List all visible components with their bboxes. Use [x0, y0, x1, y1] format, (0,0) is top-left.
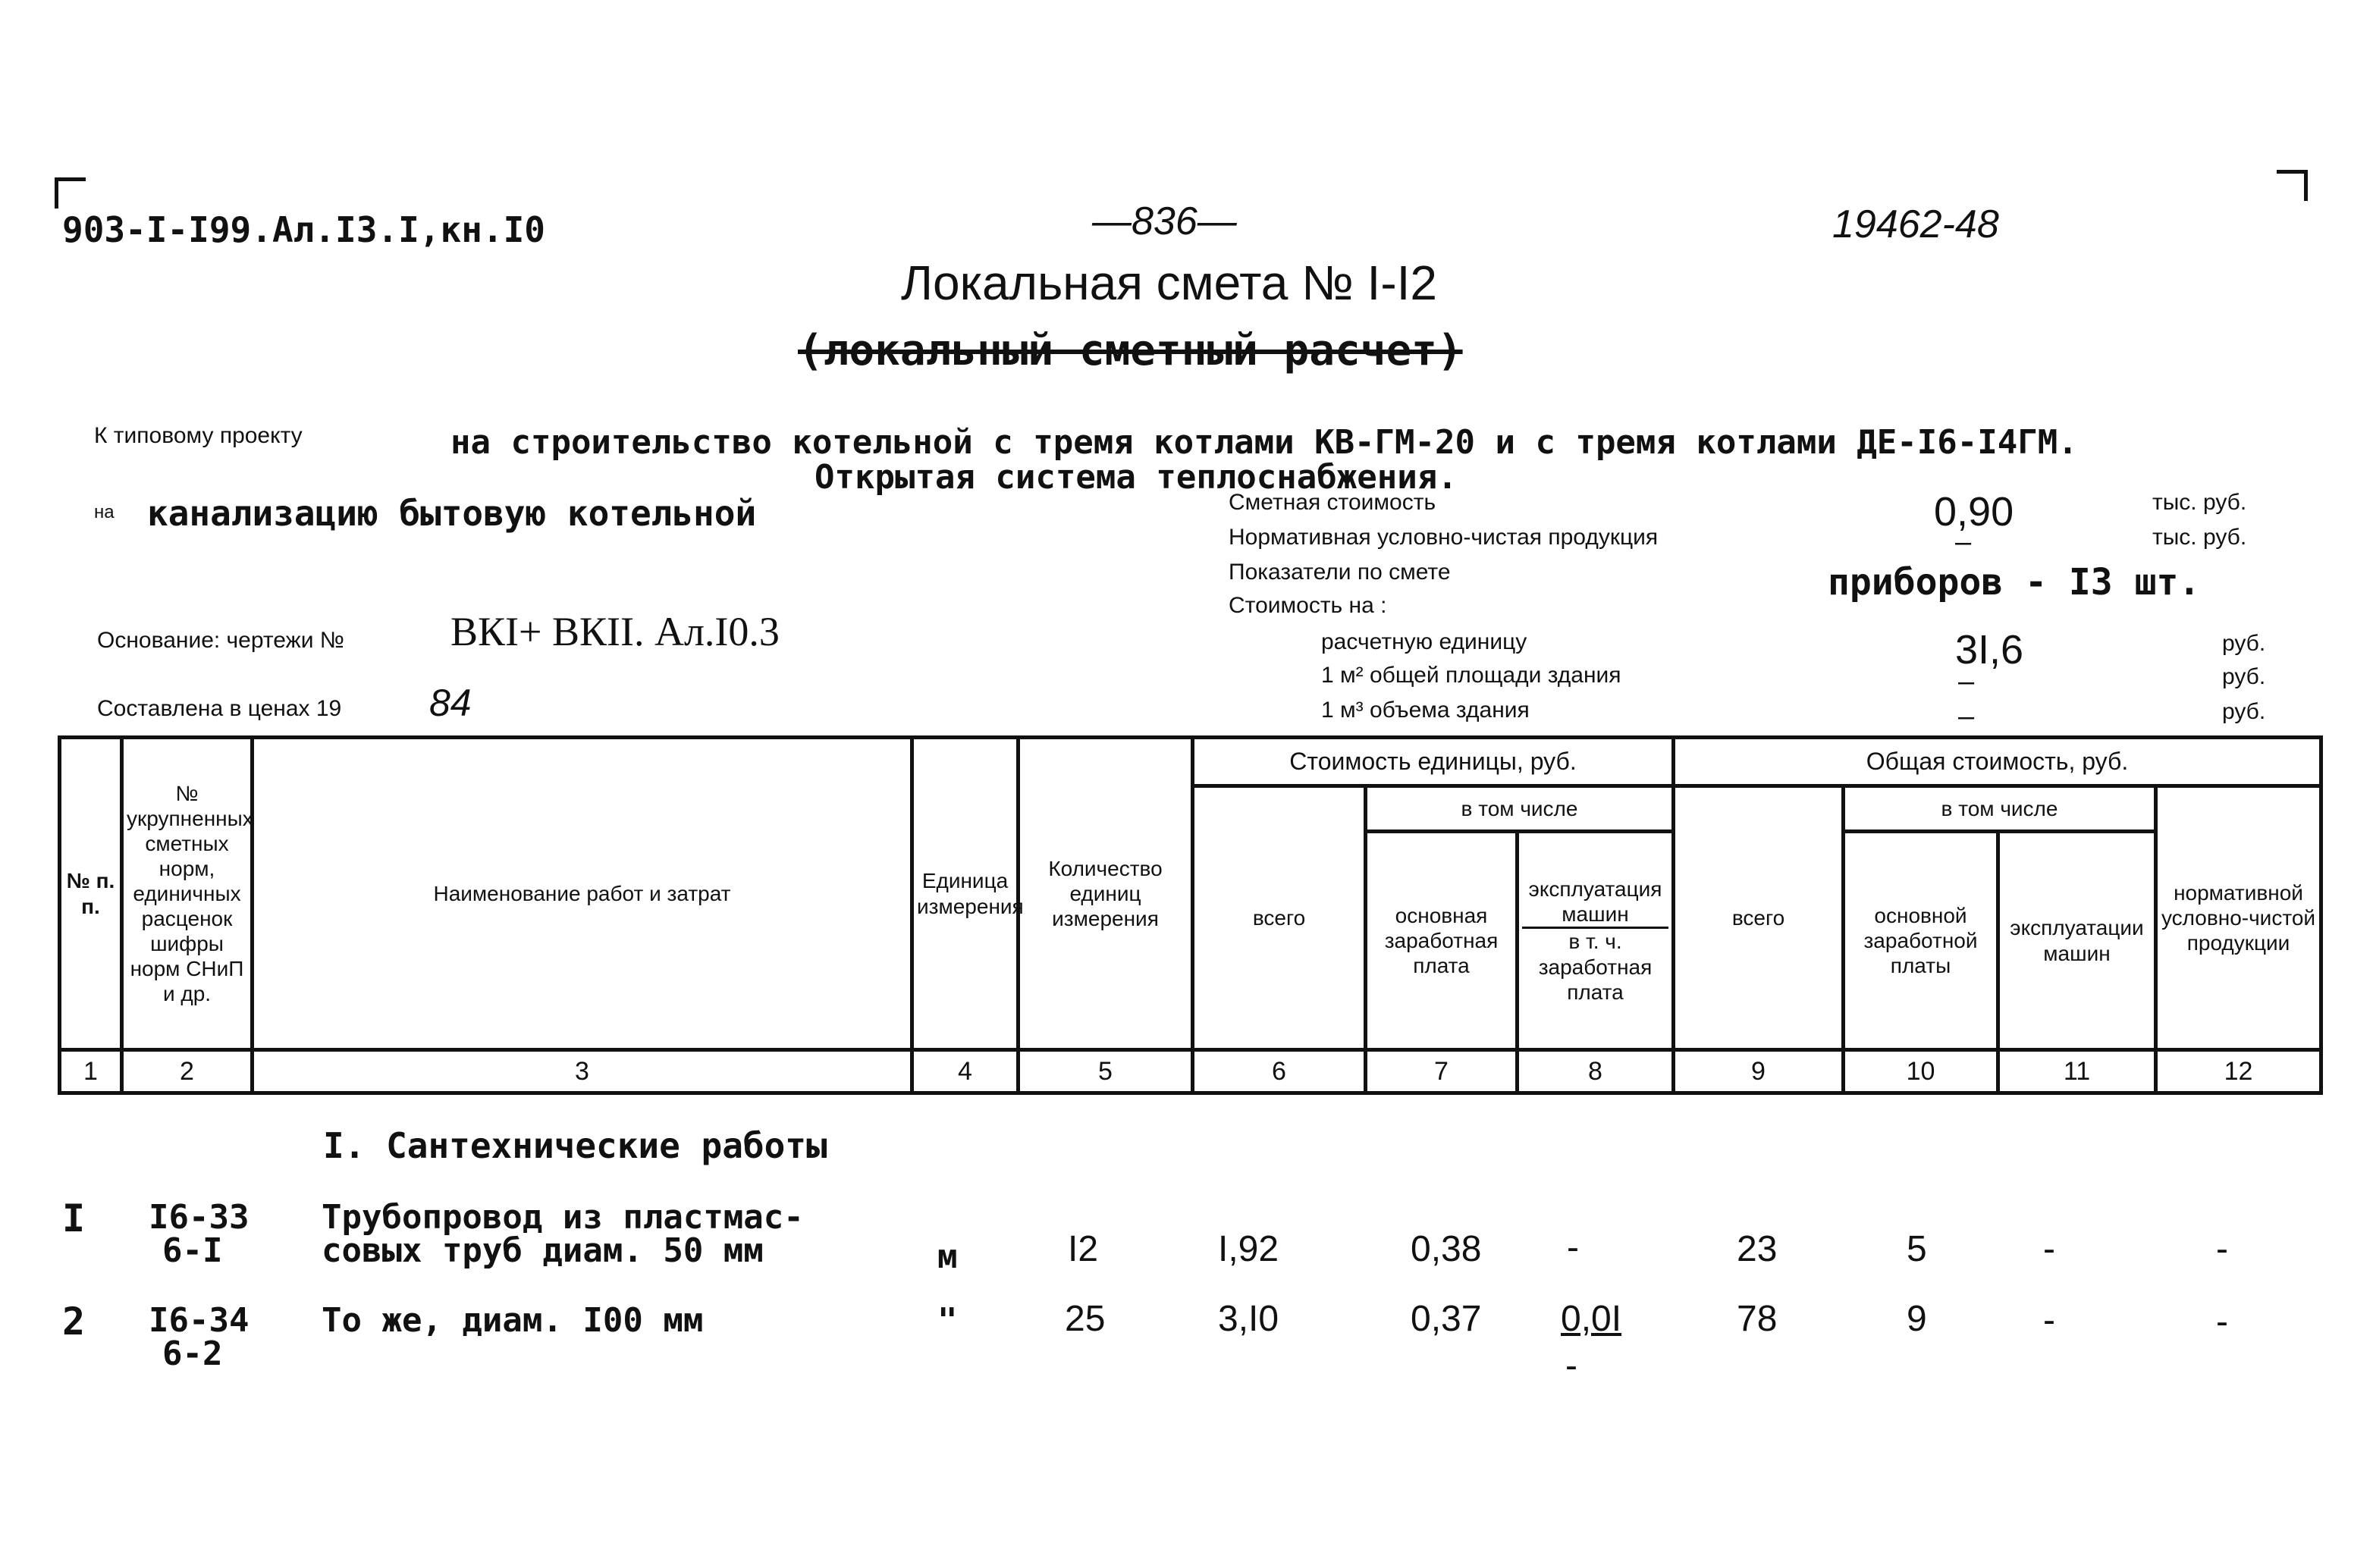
- row-code-2: 6-2: [162, 1334, 223, 1373]
- row-quantity: 25: [1065, 1299, 1106, 1339]
- page-number: —836—: [1092, 199, 1237, 243]
- column-number: 4: [912, 1050, 1019, 1093]
- doc-code: 903-I-I99.Ал.I3.I,кн.I0: [62, 209, 545, 250]
- row-number: I: [62, 1196, 86, 1240]
- column-number: 1: [60, 1050, 122, 1093]
- object-label: на: [94, 502, 115, 522]
- cost-label: Сметная стоимость: [1229, 490, 1436, 515]
- header-norm-code: № укрупненных сметных норм, единичных расценок шифры норм СНиП и др.: [122, 738, 253, 1050]
- column-number: 8: [1518, 1050, 1674, 1093]
- column-number: 12: [2156, 1050, 2321, 1093]
- row-unit-total: I,92: [1218, 1229, 1279, 1269]
- row-unit-machine: -: [1567, 1228, 1579, 1268]
- object-text: канализацию бытовую котельной: [147, 493, 757, 534]
- header-unit-machine: [1518, 832, 1674, 1050]
- page-title: Локальная смета № I-I2: [901, 256, 1437, 310]
- column-number: 3: [253, 1050, 912, 1093]
- calc-unit-value: 3I,6: [1955, 627, 2024, 673]
- row-unit: м: [937, 1237, 958, 1276]
- row-code-1: I6-34: [149, 1301, 250, 1340]
- column-number: 9: [1674, 1050, 1844, 1093]
- volume-label: 1 м³ объема здания: [1321, 698, 1530, 723]
- row-total-norm: -: [2216, 1229, 2228, 1269]
- row-total-norm: -: [2216, 1302, 2228, 1342]
- header-total-including: в том числе: [1844, 786, 2156, 832]
- norm-value: –: [1955, 526, 1972, 558]
- prices-year: 84: [429, 682, 472, 724]
- section-title: I. Сантехнические работы: [323, 1125, 827, 1166]
- row-unit-machine: 0,0I: [1561, 1299, 1622, 1339]
- indicators-value: приборов - I3 шт.: [1828, 561, 2201, 604]
- calc-unit-unit: руб.: [2222, 631, 2266, 656]
- estimate-table-header: [58, 735, 2323, 1095]
- row-quantity: I2: [1068, 1229, 1099, 1269]
- basis-value: ВКI+ ВКII. Ал.I0.3: [450, 609, 780, 654]
- header-row-number: № п. п.: [60, 738, 122, 1050]
- row-total-machine: -: [2043, 1300, 2055, 1341]
- header-unit-cost: Стоимость единицы, руб.: [1193, 738, 1674, 786]
- row-total-machine: -: [2043, 1229, 2055, 1269]
- row-total-wage: 9: [1907, 1299, 1927, 1339]
- per-label: Стоимость на :: [1229, 593, 1387, 618]
- column-number: 6: [1193, 1050, 1366, 1093]
- row-unit-wage: 0,37: [1411, 1299, 1482, 1339]
- row-total: 78: [1737, 1299, 1778, 1339]
- indicators-label: Показатели по смете: [1229, 560, 1451, 585]
- area-unit: руб.: [2222, 664, 2266, 689]
- header-quantity: Количество единиц измерения: [1019, 738, 1193, 1050]
- project-text-line2: Открытая система теплоснабжения.: [815, 458, 1458, 497]
- header-unit-machine-wage: в т. ч. заработная плата: [1538, 930, 1653, 1004]
- column-number: 2: [122, 1050, 253, 1093]
- header-unit-including: в том числе: [1366, 786, 1674, 832]
- row-unit-total: 3,I0: [1218, 1299, 1279, 1339]
- prices-label: Составлена в ценах 19: [97, 696, 342, 721]
- column-number: 11: [1998, 1050, 2156, 1093]
- column-number: 5: [1019, 1050, 1193, 1093]
- column-number: 7: [1366, 1050, 1518, 1093]
- row-number: 2: [62, 1300, 86, 1344]
- calc-unit-label: расчетную единицу: [1321, 629, 1527, 654]
- row-name-1: То же, диам. I00 мм: [322, 1301, 704, 1340]
- header-total-cost: Общая стоимость, руб.: [1674, 738, 2321, 786]
- corner-mark-top-right: [2277, 170, 2308, 201]
- cost-value: 0,90: [1934, 489, 2014, 535]
- header-norm-production: нормативной условно-чистой продукции: [2156, 786, 2321, 1050]
- area-value: –: [1958, 666, 1975, 698]
- row-total-wage: 5: [1907, 1229, 1927, 1269]
- header-unit-total: всего: [1193, 786, 1366, 1050]
- row-name-2: совых труб диам. 50 мм: [322, 1231, 764, 1270]
- cost-unit: тыс. руб.: [2152, 490, 2247, 515]
- header-unit: Единица измерения: [912, 738, 1019, 1050]
- corner-mark-top-left: [55, 177, 86, 209]
- volume-unit: руб.: [2222, 699, 2266, 724]
- norm-unit: тыс. руб.: [2152, 525, 2247, 550]
- volume-value: –: [1958, 701, 1975, 732]
- header-total-all: всего: [1674, 786, 1844, 1050]
- struck-subtitle: (локальный сметный расчет): [798, 326, 1463, 375]
- header-unit-wage: основная заработная плата: [1366, 832, 1518, 1050]
- archive-number: 19462-48: [1832, 202, 1999, 246]
- project-text-line1: на строительство котельной с тремя котлами КВ-ГМ-20 и с тремя котлами ДЕ-I6-I4ГМ.: [450, 423, 2078, 462]
- row-name-1: Трубопровод из пластмас-: [322, 1198, 804, 1237]
- column-number: 10: [1844, 1050, 1998, 1093]
- header-work-name: Наименование работ и затрат: [253, 738, 912, 1050]
- row-code-2: 6-I: [162, 1231, 223, 1270]
- area-label: 1 м² общей площади здания: [1321, 663, 1621, 688]
- row-unit-wage: 0,38: [1411, 1229, 1482, 1269]
- basis-label: Основание: чертежи №: [97, 628, 344, 653]
- norm-label: Нормативная условно-чистая продукция: [1229, 525, 1659, 550]
- row-unit-machine-wage: -: [1565, 1346, 1577, 1386]
- project-label: К типовому проекту: [94, 423, 303, 448]
- header-unit-machine-label: эксплуатация машин: [1522, 877, 1668, 929]
- row-unit: ": [937, 1301, 958, 1340]
- row-total: 23: [1737, 1229, 1778, 1269]
- row-code-1: I6-33: [149, 1198, 250, 1237]
- header-total-machine: эксплуатации машин: [1998, 832, 2156, 1050]
- header-total-wage: основной заработной платы: [1844, 832, 1998, 1050]
